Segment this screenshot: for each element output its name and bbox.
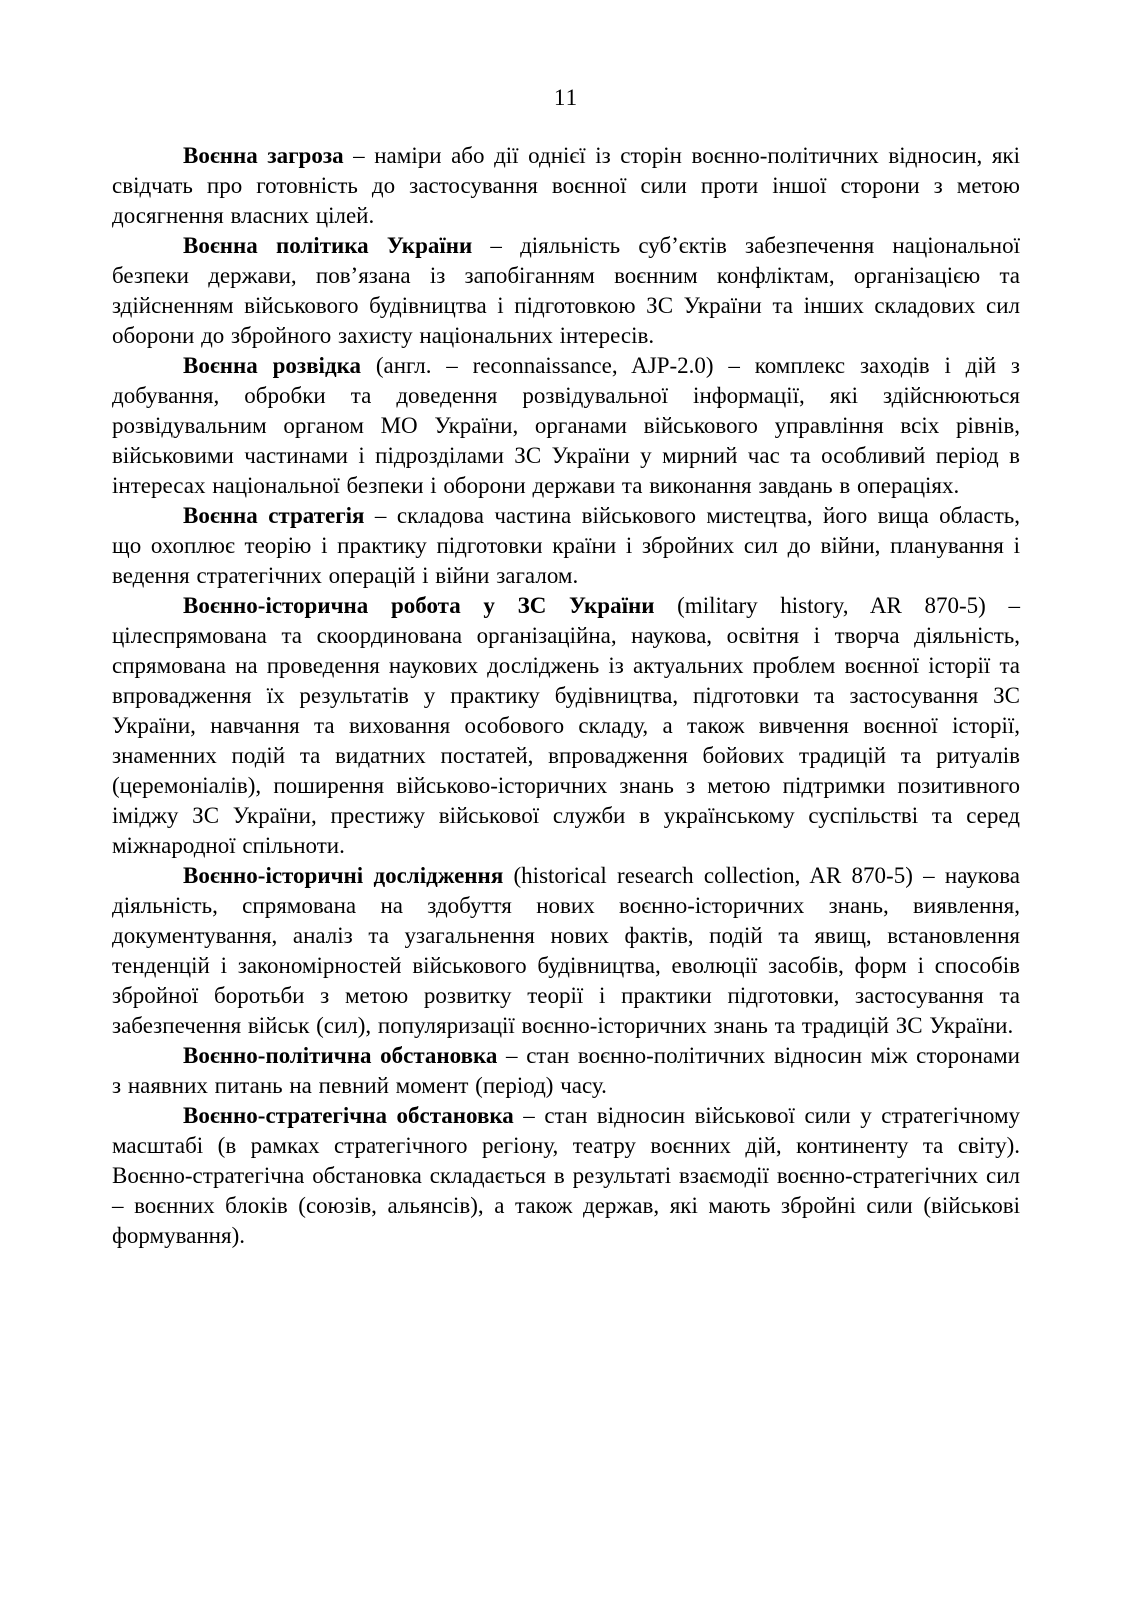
definition-paragraph — [112, 231, 1020, 351]
glossary-definition: – діяльність суб’єктів забезпечення національної безпеки держави, пов’язана із запобіганням воєнним конфліктам, організацією та здійсненням військового будівництва і підготовкою ЗС України та інших складових сил оборони до збройного захисту національних інтересів. — [112, 233, 1020, 348]
glossary-definition: – наміри або дії однієї із сторін воєнно-політичних відносин, які свідчать про готовність до застосування воєнної сили проти іншої сторони з метою досягнення власних цілей. — [112, 143, 1020, 228]
glossary-definition: (historical research collection, AR 870-5) – наукова діяльність, спрямована на здобуття нових воєнно-історичних знань, виявлення, документування, аналіз та узагальнення нових фактів, подій та явищ, встановлення тенденцій і закономірностей військового будівництва, еволюції засобів, форм і способів збройної боротьби з метою розвитку теорії і практики підготовки, застосування та забезпечення військ (сил), популяризації воєнно-історичних знань та традицій ЗС України. — [112, 863, 1021, 1038]
glossary-term: Воєнна загроза — [183, 143, 344, 168]
glossary-term: Воєнно-історична робота у ЗС України — [183, 593, 655, 618]
glossary-definition: – складова частина військового мистецтва, його вища область, що охоплює теорію і практику підготовки країни і збройних сил до війни, планування і ведення стратегічних операцій і війни загалом. — [112, 503, 1020, 588]
glossary-term: Воєнна стратегія — [183, 503, 365, 528]
definition-paragraph — [112, 1101, 1020, 1251]
glossary-term: Воєнно-стратегічна обстановка — [183, 1103, 514, 1128]
definition-paragraph — [112, 501, 1020, 591]
glossary-definition: – стан воєнно-політичних відносин між сторонами з наявних питань на певний момент (період) часу. — [112, 1043, 1020, 1098]
glossary-definition: (англ. – reconnaissance, AJP-2.0) – комплекс заходів і дій з добування, обробки та доведення розвідувальної інформації, які здійснюються розвідувальним органом МО України, органами військового управління всіх рівнів, військовими частинами і підрозділами ЗС України у мирний час та особливий період в інтересах національної безпеки і оборони держави та виконання завдань в операціях. — [112, 353, 1020, 498]
glossary-definition: (military history, AR 870-5) – цілеспрямована та скоординована організаційна, наукова, освітня і творча діяльність, спрямована на проведення наукових досліджень із актуальних проблем воєнної історії та впровадження їх результатів у практику будівництва, підготовки та застосування ЗС України, навчання та виховання особового складу, а також вивчення воєнної історії, знаменних подій та видатних постатей, впровадження бойових традицій та ритуалів (церемоніалів), поширення військово-історичних знань з метою підтримки позитивного іміджу ЗС України, престижу військової служби в українському суспільстві та серед міжнародної спільноти. — [112, 593, 1020, 858]
glossary-body — [112, 141, 1020, 1251]
definition-paragraph — [112, 1041, 1020, 1101]
page-number: 11 — [553, 85, 579, 110]
glossary-term: Воєнно-політична обстановка — [183, 1043, 498, 1068]
definition-paragraph — [112, 591, 1020, 861]
glossary-term: Воєнна розвідка — [183, 353, 361, 378]
glossary-term: Воєнна політика України — [183, 233, 473, 258]
glossary-term: Воєнно-історичні дослідження — [183, 863, 504, 888]
definition-paragraph — [112, 861, 1020, 1041]
glossary-definition: – стан відносин військової сили у стратегічному масштабі (в рамках стратегічного регіону, театру воєнних дій, континенту та світу). Воєнно-стратегічна обстановка складається в результаті взаємодії воєнно-стратегічних сил – воєнних блоків (союзів, альянсів), а також держав, які мають збройні сили (військові формування). — [112, 1103, 1020, 1248]
definition-paragraph — [112, 351, 1020, 501]
definition-paragraph — [112, 141, 1020, 231]
